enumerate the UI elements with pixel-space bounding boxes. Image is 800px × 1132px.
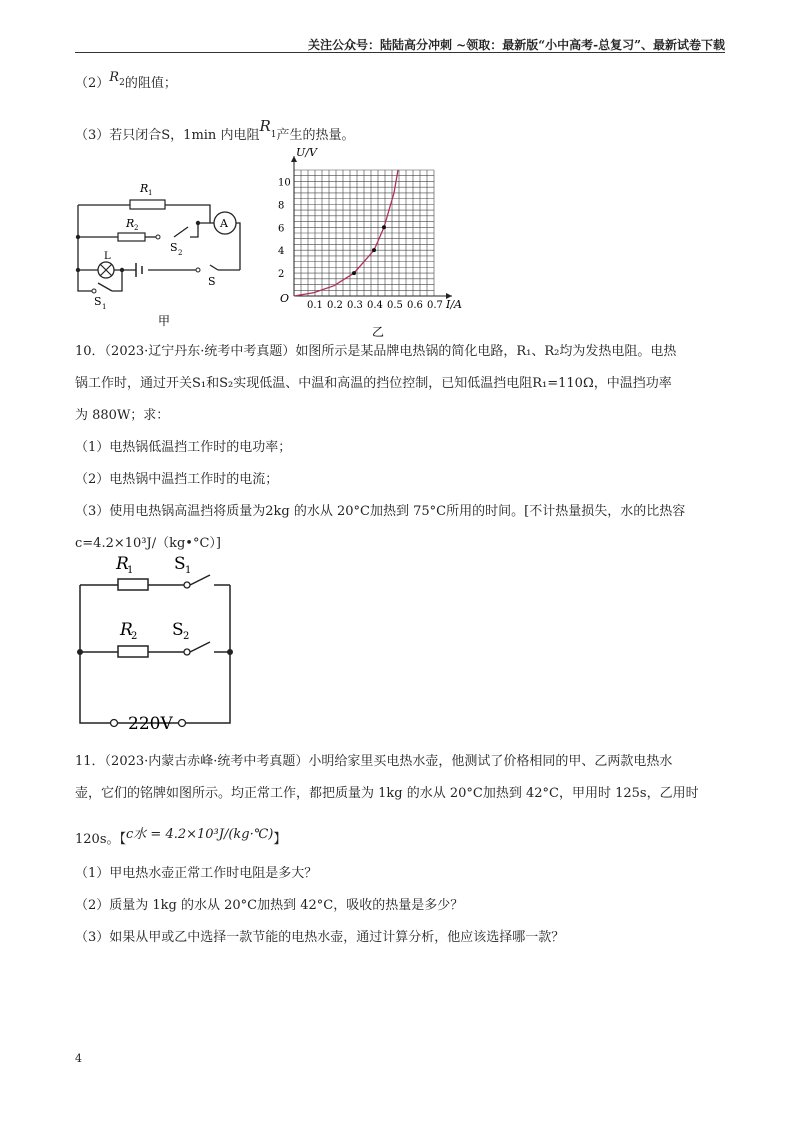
q11-line3-post: 】	[273, 832, 287, 847]
x-tick-label: 0.5	[387, 300, 403, 311]
chart-grid	[294, 170, 434, 296]
origin-label: O	[280, 292, 290, 305]
label-voltage: 220V	[128, 714, 173, 734]
y-tick-label: 6	[278, 223, 285, 235]
prev-q3-sub: 1	[270, 130, 277, 140]
label-r1-sub: 1	[148, 189, 153, 197]
label-r1: R	[140, 182, 149, 195]
q11-line2: 壶，它们的铭牌如图所示。均正常工作，都把质量为 1kg 的水从 20°C加热到 42°C，甲用时 125s，乙用时	[75, 786, 699, 801]
q10-line3: 为 880W；求：	[75, 408, 170, 423]
label-r1-sub: 1	[127, 565, 134, 576]
q11-block	[75, 746, 730, 954]
prev-q3-symbol: R	[259, 117, 271, 135]
label-s1: S	[94, 295, 102, 308]
q10-sub3: （3）使用电热锅高温挡将质量为2kg 的水从 20°C加热到 75°C所用的时间。[不计热量损失，水的比热容	[75, 504, 686, 519]
prev-q2-sub: 2	[119, 78, 125, 88]
prev-q2-symbol: R	[109, 70, 120, 85]
q10-line2: 锅工作时，通过开关S₁和S₂实现低温、中温和高温的挡位控制，已知低温挡电阻R₁=110Ω，中温挡功率	[75, 376, 672, 391]
resistor-r1	[130, 200, 165, 209]
x-tick-label: 0.2	[327, 300, 343, 311]
page-number: 4	[75, 1052, 82, 1065]
label-s2-sub: 2	[178, 249, 183, 257]
q10-line1: 10．（2023·辽宁丹东·统考中考真题）如图所示是某品牌电热锅的简化电路，R₁、R₂均为发热电阻。电热	[75, 344, 677, 359]
terminal-right	[179, 720, 186, 727]
y-tick-label: 4	[278, 246, 285, 258]
q11-line3-pre: 120s。【	[75, 832, 126, 847]
prev-q3-pre: （3）若只闭合S，1min 内电阻	[75, 128, 260, 143]
q10-sub2: （2）电热锅中温挡工作时的电流；	[75, 472, 279, 487]
prev-q3	[75, 117, 355, 143]
label-r2: R	[126, 217, 135, 230]
data-point	[352, 271, 356, 275]
label-s2-sub: 2	[183, 631, 190, 642]
label-lamp: L	[104, 251, 111, 262]
header-rule	[75, 52, 725, 53]
q11-sub1: （1）甲电热水壶正常工作时电阻是多大？	[75, 866, 318, 881]
x-tick-label: 0.7	[427, 300, 443, 311]
label-r2-sub: 2	[131, 631, 138, 642]
y-axis-label: U/V	[296, 146, 317, 159]
label-s1-sub: 1	[185, 565, 192, 576]
x-tick-label: 0.6	[407, 300, 423, 311]
q10-block	[75, 336, 730, 560]
prev-q2-text: 的阻值；	[124, 76, 177, 91]
y-tick-label: 2	[278, 269, 285, 281]
label-r1: R	[116, 554, 129, 574]
ammeter-label: A	[220, 217, 228, 230]
x-tick-label: 0.1	[307, 300, 323, 311]
y-tick-label: 10	[278, 177, 291, 189]
label-s2: S	[170, 241, 178, 254]
x-tick-label: 0.4	[367, 300, 383, 311]
label-s2: S	[172, 620, 184, 640]
resistor-r2	[118, 646, 148, 657]
q11-sub3: （3）如果从甲或乙中选择一款节能的电热水壶，通过计算分析，他应该选择哪一款？	[75, 930, 565, 945]
resistor-r1	[118, 579, 148, 590]
terminal-left	[111, 720, 118, 727]
q10-sub3b: c=4.2×10³J/（kg•°C）]	[75, 536, 221, 551]
label-r2: R	[120, 620, 133, 640]
x-axis-label: I/A	[446, 298, 462, 311]
page-header: 关注公众号：陆陆高分冲刺 ~领取：最新版“小中高考-总复习”、最新试卷下载	[307, 38, 725, 52]
q11-sub2: （2）质量为 1kg 的水从 20°C加热到 42°C，吸收的热量是多少？	[75, 898, 464, 913]
y-tick-label: 8	[278, 200, 285, 212]
prev-q2	[75, 72, 177, 91]
ui-chart	[262, 146, 482, 339]
q11-line1: 11．（2023·内蒙古赤峰·统考中考真题）小明给家里买电热水壶，他测试了价格相同的甲、乙两款电热水	[75, 754, 673, 769]
label-s1: S	[174, 554, 186, 574]
label-s: S	[208, 275, 216, 288]
q11-formula: c水 = 4.2×10³J/(kg·℃)	[126, 827, 274, 842]
data-point	[382, 225, 386, 229]
battery-icon	[136, 263, 142, 277]
q11-line3	[75, 824, 730, 856]
prev-q2-num: （2）	[75, 76, 110, 91]
resistor-r2	[118, 233, 145, 241]
q10-sub1: （1）电热锅低温挡工作时的电功率；	[75, 440, 292, 455]
x-tick-label: 0.3	[347, 300, 363, 311]
caption-yi: 乙	[372, 325, 385, 339]
circuit-figure-q10	[70, 545, 250, 735]
circuit-figure-jia	[70, 175, 250, 335]
prev-q3-post: 产生的热量。	[276, 128, 355, 143]
label-s1-sub: 1	[102, 303, 107, 311]
caption-jia: 甲	[158, 314, 171, 328]
label-r2-sub: 2	[134, 224, 139, 232]
data-point	[372, 248, 376, 252]
